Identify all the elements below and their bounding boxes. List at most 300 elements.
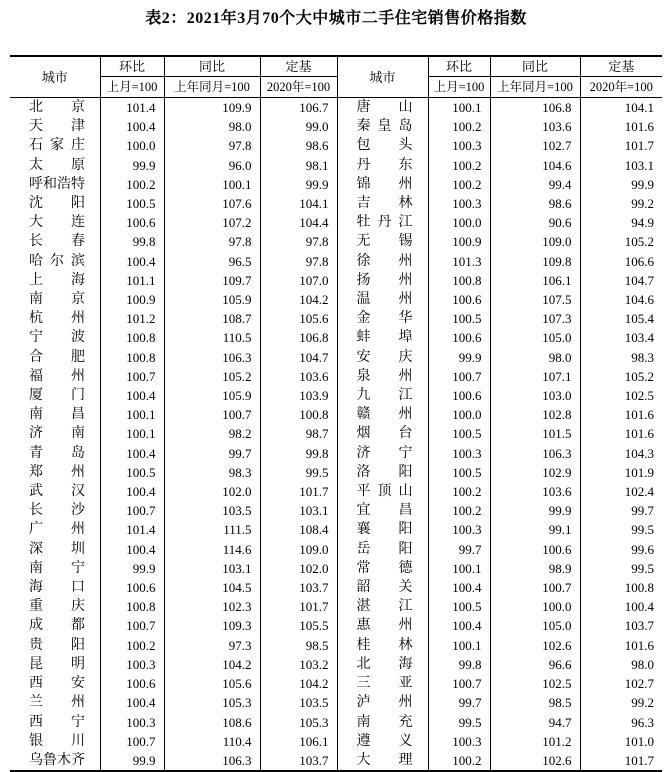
city-name-cell (10, 213, 100, 232)
yoy-value-cell: 106.3 (164, 751, 260, 771)
header-mom-right: 环比 (428, 56, 490, 77)
fixed-value-cell: 105.3 (260, 713, 337, 732)
fixed-value-cell: 108.4 (260, 520, 337, 539)
yoy-value-cell: 104.5 (164, 578, 260, 597)
city-name: 西宁 (29, 714, 85, 730)
mom-value-cell: 100.6 (100, 578, 164, 597)
city-name: 徐州 (356, 253, 413, 269)
yoy-value-cell: 108.7 (164, 309, 260, 328)
yoy-value-cell: 103.0 (490, 386, 580, 405)
city-name-cell (337, 405, 428, 424)
yoy-value-cell: 107.5 (490, 290, 580, 309)
city-name: 襄阳 (356, 522, 413, 538)
city-name-cell (337, 655, 428, 674)
yoy-value-cell: 104.6 (490, 156, 580, 175)
fixed-value-cell: 97.8 (260, 232, 337, 251)
yoy-value-cell: 94.7 (490, 713, 580, 732)
header-fixed-base-left: 2020年=100 (260, 77, 337, 98)
city-name-cell (337, 117, 428, 136)
yoy-value-cell: 102.0 (164, 482, 260, 501)
fixed-value-cell: 99.7 (580, 501, 662, 520)
city-name: 丹东 (356, 157, 413, 173)
city-name: 南京 (29, 292, 85, 308)
city-name-cell (337, 98, 428, 118)
header-fixed-right: 定基 (580, 56, 662, 77)
yoy-value-cell: 102.6 (490, 751, 580, 771)
yoy-value-cell: 107.3 (490, 309, 580, 328)
city-name: 合肥 (29, 349, 85, 365)
fixed-value-cell: 104.6 (580, 290, 662, 309)
yoy-value-cell: 111.5 (164, 520, 260, 539)
fixed-value-cell: 99.0 (260, 117, 337, 136)
city-name-cell (337, 424, 428, 443)
city-name: 武汉 (29, 484, 85, 500)
yoy-value-cell: 98.5 (490, 693, 580, 712)
city-name-cell (10, 98, 100, 118)
mom-value-cell: 99.7 (428, 693, 490, 712)
city-name-cell (10, 424, 100, 443)
fixed-value-cell: 104.2 (260, 290, 337, 309)
city-name: 牡丹江 (356, 215, 413, 231)
yoy-value-cell: 102.7 (490, 136, 580, 155)
table-row (10, 674, 662, 693)
header-mom-left: 环比 (100, 56, 164, 77)
mom-value-cell: 99.9 (100, 156, 164, 175)
mom-value-cell: 100.2 (428, 751, 490, 771)
yoy-value-cell: 102.8 (490, 405, 580, 424)
city-name-cell (337, 386, 428, 405)
header-yoy-base-left: 上年同月=100 (164, 77, 260, 98)
fixed-value-cell: 99.9 (580, 175, 662, 194)
mom-value-cell: 100.0 (428, 405, 490, 424)
mom-value-cell: 100.2 (428, 175, 490, 194)
table-row (10, 328, 662, 347)
city-name: 韶关 (356, 580, 413, 596)
table-row (10, 175, 662, 194)
city-name: 广州 (29, 522, 85, 538)
fixed-value-cell: 105.6 (260, 309, 337, 328)
mom-value-cell: 100.4 (100, 386, 164, 405)
table-row (10, 232, 662, 251)
yoy-value-cell: 108.6 (164, 713, 260, 732)
city-name: 贵阳 (29, 637, 85, 653)
yoy-value-cell: 105.6 (164, 674, 260, 693)
yoy-value-cell: 97.3 (164, 636, 260, 655)
table-row (10, 386, 662, 405)
yoy-value-cell: 99.9 (490, 501, 580, 520)
mom-value-cell: 100.2 (428, 156, 490, 175)
city-name: 厦门 (29, 388, 85, 404)
yoy-value-cell: 96.0 (164, 156, 260, 175)
city-name: 北海 (356, 656, 413, 672)
mom-value-cell: 100.5 (100, 463, 164, 482)
yoy-value-cell: 90.6 (490, 213, 580, 232)
city-name-cell (10, 751, 100, 771)
fixed-value-cell: 98.3 (580, 348, 662, 367)
fixed-value-cell: 103.7 (260, 751, 337, 771)
fixed-value-cell: 103.4 (580, 328, 662, 347)
yoy-value-cell: 97.8 (164, 136, 260, 155)
table-row (10, 367, 662, 386)
fixed-value-cell: 94.9 (580, 213, 662, 232)
table-row (10, 271, 662, 290)
mom-value-cell: 100.7 (100, 367, 164, 386)
city-name: 北京 (29, 100, 85, 115)
yoy-value-cell: 101.2 (490, 732, 580, 751)
city-name: 无锡 (356, 234, 413, 250)
yoy-value-cell: 102.5 (490, 674, 580, 693)
mom-value-cell: 100.8 (100, 597, 164, 616)
fixed-value-cell: 103.2 (260, 655, 337, 674)
city-name: 昆明 (29, 656, 85, 672)
mom-value-cell: 100.4 (100, 252, 164, 271)
table-row (10, 616, 662, 635)
yoy-value-cell: 102.6 (490, 636, 580, 655)
city-name: 太原 (29, 157, 85, 173)
fixed-value-cell: 100.4 (580, 597, 662, 616)
city-name: 长春 (29, 234, 85, 250)
header-yoy-left: 同比 (164, 56, 260, 77)
yoy-value-cell: 106.1 (490, 271, 580, 290)
city-name-cell (10, 616, 100, 635)
yoy-value-cell: 105.0 (490, 616, 580, 635)
yoy-value-cell: 99.4 (490, 175, 580, 194)
table-row (10, 578, 662, 597)
fixed-value-cell: 106.1 (260, 732, 337, 751)
mom-value-cell: 99.9 (428, 348, 490, 367)
table-row (10, 501, 662, 520)
city-name: 兰州 (29, 695, 85, 711)
table-row (10, 732, 662, 751)
city-name-cell (337, 271, 428, 290)
city-name: 唐山 (356, 100, 413, 115)
city-name-cell (10, 655, 100, 674)
mom-value-cell: 100.4 (100, 444, 164, 463)
fixed-value-cell: 101.7 (260, 482, 337, 501)
mom-value-cell: 100.7 (428, 367, 490, 386)
table-row (10, 520, 662, 539)
header-mom-base-left: 上月=100 (100, 77, 164, 98)
fixed-value-cell: 104.3 (580, 444, 662, 463)
city-name-cell (10, 693, 100, 712)
mom-value-cell: 100.5 (428, 597, 490, 616)
mom-value-cell: 100.3 (428, 194, 490, 213)
city-name-cell (10, 367, 100, 386)
mom-value-cell: 100.4 (428, 616, 490, 635)
fixed-value-cell: 102.0 (260, 559, 337, 578)
mom-value-cell: 99.9 (100, 751, 164, 771)
yoy-value-cell: 98.0 (164, 117, 260, 136)
city-name-cell (337, 559, 428, 578)
city-name: 沈阳 (29, 196, 85, 212)
yoy-value-cell: 109.0 (490, 232, 580, 251)
yoy-value-cell: 114.6 (164, 540, 260, 559)
fixed-value-cell: 102.4 (580, 482, 662, 501)
city-name: 南宁 (29, 560, 85, 576)
fixed-value-cell: 106.7 (260, 98, 337, 118)
city-name: 大连 (29, 215, 85, 231)
table-row (10, 290, 662, 309)
city-name: 平顶山 (356, 484, 413, 500)
fixed-value-cell: 101.6 (580, 636, 662, 655)
mom-value-cell: 99.9 (100, 559, 164, 578)
mom-value-cell: 100.5 (428, 309, 490, 328)
city-name-cell (10, 482, 100, 501)
table-row (10, 540, 662, 559)
city-name: 温州 (356, 292, 413, 308)
city-name: 西安 (29, 676, 85, 692)
mom-value-cell: 100.3 (428, 732, 490, 751)
city-name: 金华 (356, 311, 413, 327)
mom-value-cell: 100.3 (428, 444, 490, 463)
table-row (10, 213, 662, 232)
city-name-cell (337, 636, 428, 655)
mom-value-cell: 100.6 (428, 290, 490, 309)
city-name: 大理 (356, 752, 413, 768)
yoy-value-cell: 105.9 (164, 290, 260, 309)
city-name: 海口 (29, 580, 85, 596)
fixed-value-cell: 105.4 (580, 309, 662, 328)
mom-value-cell: 100.2 (428, 482, 490, 501)
yoy-value-cell: 100.1 (164, 175, 260, 194)
fixed-value-cell: 100.8 (580, 578, 662, 597)
fixed-value-cell: 104.2 (260, 674, 337, 693)
mom-value-cell: 100.7 (428, 674, 490, 693)
table-row (10, 424, 662, 443)
mom-value-cell: 100.8 (100, 348, 164, 367)
fixed-value-cell: 102.7 (580, 674, 662, 693)
table-row (10, 194, 662, 213)
mom-value-cell: 100.1 (428, 98, 490, 118)
mom-value-cell: 100.6 (100, 674, 164, 693)
city-name: 秦皇岛 (356, 119, 413, 135)
yoy-value-cell: 105.2 (164, 367, 260, 386)
city-name-cell (337, 367, 428, 386)
table-row (10, 463, 662, 482)
city-name-cell (337, 616, 428, 635)
city-name: 重庆 (29, 599, 85, 615)
city-name-cell (10, 597, 100, 616)
table-row (10, 693, 662, 712)
yoy-value-cell: 104.2 (164, 655, 260, 674)
yoy-value-cell: 100.7 (490, 578, 580, 597)
city-name: 洛阳 (356, 464, 413, 480)
city-name: 惠州 (356, 618, 413, 634)
mom-value-cell: 100.7 (100, 501, 164, 520)
header-fixed-left: 定基 (260, 56, 337, 77)
table-body (10, 98, 662, 772)
fixed-value-cell: 101.0 (580, 732, 662, 751)
city-name: 安庆 (356, 349, 413, 365)
table-row (10, 98, 662, 118)
mom-value-cell: 100.9 (428, 232, 490, 251)
yoy-value-cell: 105.3 (164, 693, 260, 712)
yoy-value-cell: 98.9 (490, 559, 580, 578)
mom-value-cell: 100.2 (428, 501, 490, 520)
city-name-cell (10, 386, 100, 405)
city-name: 上海 (29, 272, 85, 288)
fixed-value-cell: 103.1 (580, 156, 662, 175)
city-name-cell (10, 117, 100, 136)
city-name-cell (10, 559, 100, 578)
city-name-cell (10, 271, 100, 290)
fixed-value-cell: 105.2 (580, 232, 662, 251)
city-name-cell (10, 405, 100, 424)
mom-value-cell: 100.2 (428, 117, 490, 136)
yoy-value-cell: 106.3 (164, 348, 260, 367)
fixed-value-cell: 106.8 (260, 328, 337, 347)
mom-value-cell: 100.1 (100, 424, 164, 443)
mom-value-cell: 100.0 (100, 136, 164, 155)
city-name-cell (337, 156, 428, 175)
fixed-value-cell: 101.6 (580, 405, 662, 424)
yoy-value-cell: 99.7 (164, 444, 260, 463)
city-name: 宁波 (29, 330, 85, 346)
mom-value-cell: 100.2 (100, 175, 164, 194)
mom-value-cell: 100.1 (428, 559, 490, 578)
city-name: 蚌埠 (356, 330, 413, 346)
city-name: 济宁 (356, 445, 413, 461)
mom-value-cell: 100.4 (100, 693, 164, 712)
fixed-value-cell: 99.2 (580, 194, 662, 213)
city-name: 石家庄 (29, 138, 85, 154)
yoy-value-cell: 98.6 (490, 194, 580, 213)
mom-value-cell: 100.3 (428, 136, 490, 155)
header-yoy-right: 同比 (490, 56, 580, 77)
yoy-value-cell: 107.2 (164, 213, 260, 232)
city-name-cell (337, 578, 428, 597)
table-row (10, 597, 662, 616)
city-name-cell (10, 290, 100, 309)
table-row (10, 636, 662, 655)
yoy-value-cell: 96.5 (164, 252, 260, 271)
table-row (10, 751, 662, 771)
city-name-cell (337, 175, 428, 194)
fixed-value-cell: 103.1 (260, 501, 337, 520)
city-name-cell (337, 540, 428, 559)
fixed-value-cell: 103.7 (580, 616, 662, 635)
mom-value-cell: 101.4 (100, 520, 164, 539)
mom-value-cell: 100.9 (100, 290, 164, 309)
city-name-cell (10, 444, 100, 463)
city-name: 泸州 (356, 695, 413, 711)
fixed-value-cell: 103.7 (260, 578, 337, 597)
city-name-cell (337, 751, 428, 771)
fixed-value-cell: 97.8 (260, 252, 337, 271)
city-name-cell (337, 482, 428, 501)
fixed-value-cell: 101.6 (580, 424, 662, 443)
fixed-value-cell: 99.5 (580, 520, 662, 539)
header-city-right: 城市 (337, 56, 428, 98)
mom-value-cell: 100.4 (100, 117, 164, 136)
city-name-cell (10, 636, 100, 655)
table-row (10, 482, 662, 501)
mom-value-cell: 100.4 (428, 578, 490, 597)
fixed-value-cell: 98.7 (260, 424, 337, 443)
city-name: 天津 (29, 119, 85, 135)
city-name: 包头 (356, 138, 413, 154)
city-name-cell (10, 252, 100, 271)
mom-value-cell: 100.5 (100, 194, 164, 213)
city-name-cell (337, 713, 428, 732)
city-name-cell (337, 194, 428, 213)
city-name-cell (10, 136, 100, 155)
price-index-table (10, 55, 662, 772)
yoy-value-cell: 99.1 (490, 520, 580, 539)
fixed-value-cell: 102.5 (580, 386, 662, 405)
yoy-value-cell: 106.3 (490, 444, 580, 463)
table-row (10, 136, 662, 155)
mom-value-cell: 100.0 (428, 213, 490, 232)
fixed-value-cell: 99.2 (580, 693, 662, 712)
yoy-value-cell: 103.5 (164, 501, 260, 520)
yoy-value-cell: 101.5 (490, 424, 580, 443)
fixed-value-cell: 104.7 (580, 271, 662, 290)
city-name-cell (337, 309, 428, 328)
city-name-cell (337, 674, 428, 693)
mom-value-cell: 101.4 (100, 98, 164, 118)
yoy-value-cell: 109.9 (164, 98, 260, 118)
yoy-value-cell: 102.3 (164, 597, 260, 616)
fixed-value-cell: 101.6 (580, 117, 662, 136)
city-name-cell (10, 732, 100, 751)
city-name: 乌鲁木齐 (29, 752, 85, 768)
mom-value-cell: 100.1 (100, 405, 164, 424)
header-mom-base-right: 上月=100 (428, 77, 490, 98)
fixed-value-cell: 103.9 (260, 386, 337, 405)
yoy-value-cell: 109.8 (490, 252, 580, 271)
mom-value-cell: 99.5 (428, 713, 490, 732)
fixed-value-cell: 101.7 (260, 597, 337, 616)
mom-value-cell: 100.3 (100, 655, 164, 674)
header-city-left: 城市 (10, 56, 100, 98)
city-name-cell (337, 732, 428, 751)
yoy-value-cell: 103.6 (490, 482, 580, 501)
fixed-value-cell: 104.1 (580, 98, 662, 118)
mom-value-cell: 101.1 (100, 271, 164, 290)
table-row (10, 309, 662, 328)
city-name-cell (337, 444, 428, 463)
fixed-value-cell: 103.5 (260, 693, 337, 712)
city-name-cell (10, 175, 100, 194)
fixed-value-cell: 104.4 (260, 213, 337, 232)
fixed-value-cell: 105.2 (580, 367, 662, 386)
fixed-value-cell: 100.8 (260, 405, 337, 424)
table-row (10, 348, 662, 367)
fixed-value-cell: 98.5 (260, 636, 337, 655)
city-name-cell (337, 328, 428, 347)
mom-value-cell: 100.1 (428, 636, 490, 655)
table-row (10, 252, 662, 271)
yoy-value-cell: 97.8 (164, 232, 260, 251)
table-title: 表2：2021年3月70个大中城市二手住宅销售价格指数 (145, 10, 527, 27)
fixed-value-cell: 104.1 (260, 194, 337, 213)
fixed-value-cell: 106.6 (580, 252, 662, 271)
header-yoy-base-right: 上年同月=100 (490, 77, 580, 98)
yoy-value-cell: 103.6 (490, 117, 580, 136)
mom-value-cell: 99.7 (428, 540, 490, 559)
fixed-value-cell: 98.1 (260, 156, 337, 175)
yoy-value-cell: 109.7 (164, 271, 260, 290)
mom-value-cell: 100.7 (100, 732, 164, 751)
city-name: 岳阳 (356, 541, 413, 557)
yoy-value-cell: 96.6 (490, 655, 580, 674)
fixed-value-cell: 109.0 (260, 540, 337, 559)
city-name: 泉州 (356, 368, 413, 384)
fixed-value-cell: 99.8 (260, 444, 337, 463)
fixed-value-cell: 104.7 (260, 348, 337, 367)
city-name-cell (337, 597, 428, 616)
